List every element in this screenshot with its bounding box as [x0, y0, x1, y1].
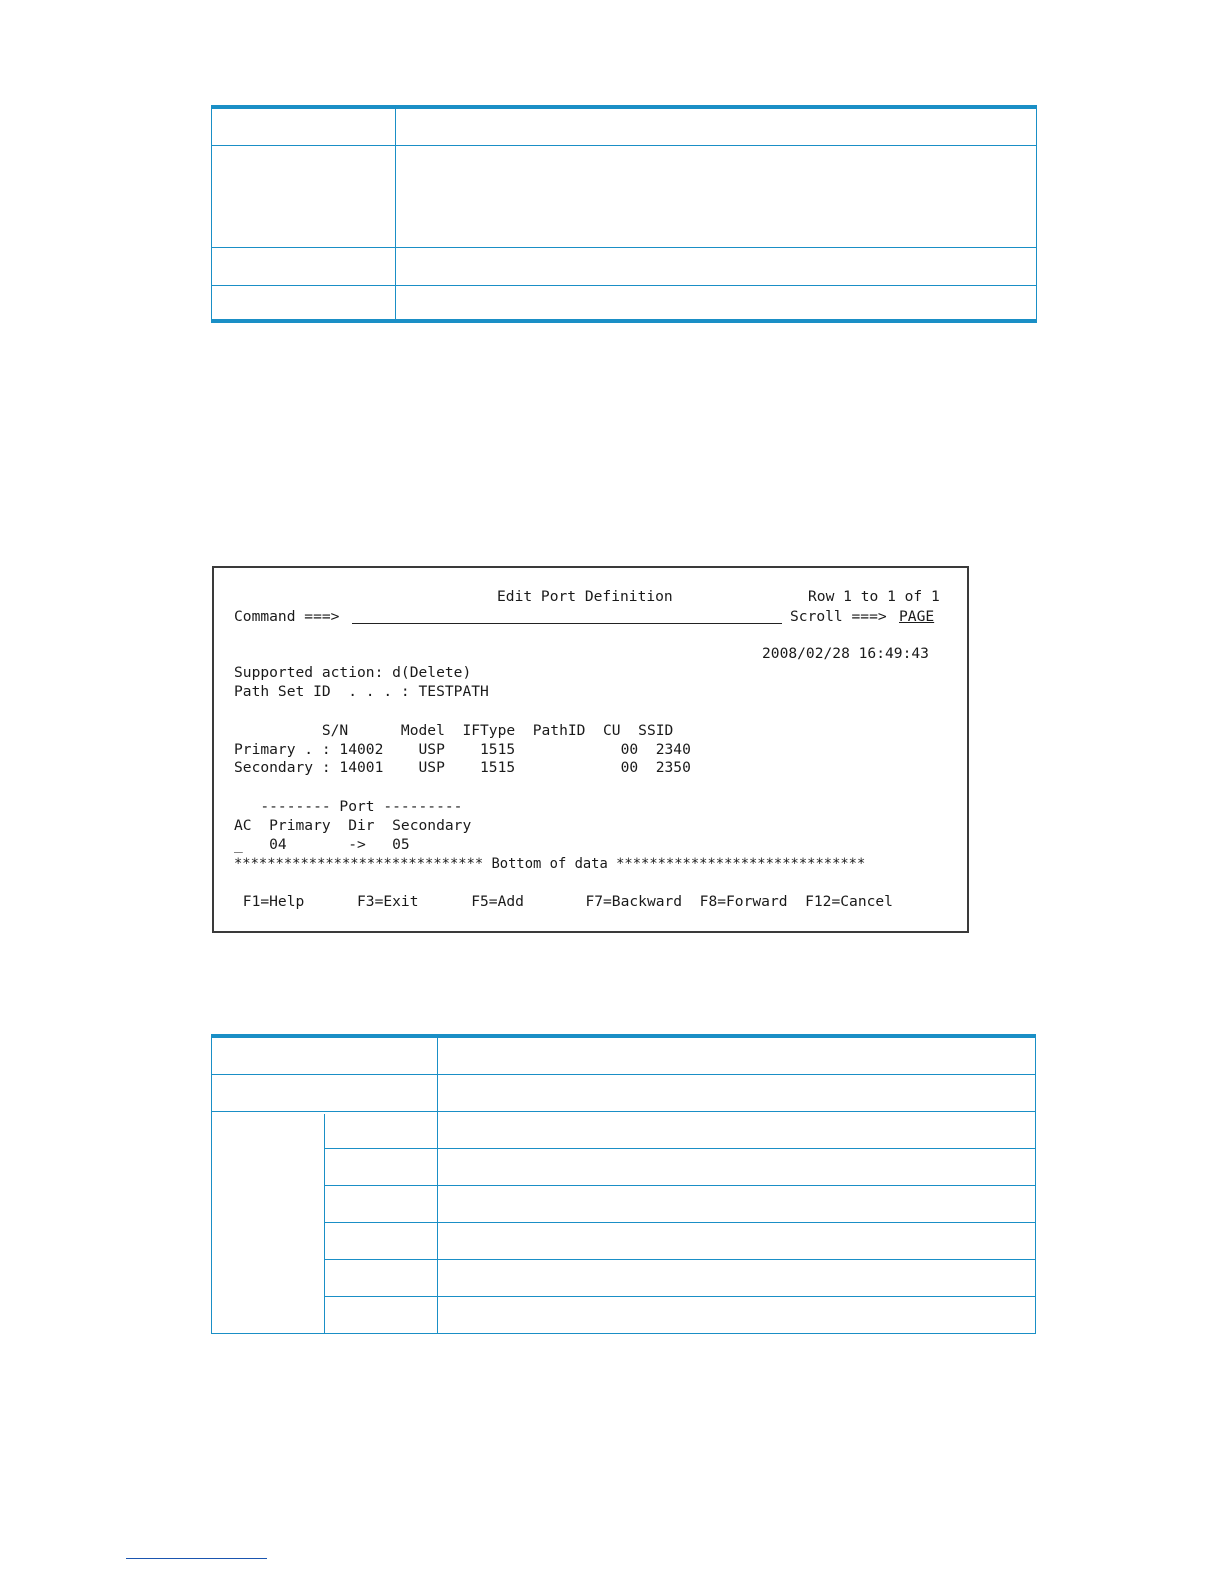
supported-action: Supported action: d(Delete)	[234, 664, 472, 681]
edit-port-definition-screen	[212, 566, 969, 933]
port-row[interactable]: _ 04 -> 05	[234, 836, 410, 853]
bottom-table-row-divider	[324, 1296, 1035, 1297]
bottom-table-row-divider	[324, 1222, 1035, 1223]
scroll-value-field[interactable]: PAGE	[899, 608, 935, 625]
bottom-table-row-divider	[324, 1259, 1035, 1260]
scroll-label: Scroll ===>	[790, 608, 887, 625]
top-table-row-divider	[212, 145, 1036, 146]
port-columns: AC Primary Dir Secondary	[234, 817, 472, 834]
top-table-row-divider	[212, 285, 1036, 286]
bottom-of-data: ****************************** Bottom of data ******************************	[234, 856, 866, 872]
top-table-column-divider	[395, 109, 396, 319]
top-table	[211, 105, 1037, 323]
command-label: Command ===>	[234, 608, 340, 625]
function-keys: F1=Help F3=Exit F5=Add F7=Backward F8=Forward F12=Cancel	[234, 893, 893, 910]
primary-row: Primary . : 14002 USP 1515 00 2340	[234, 741, 691, 758]
screen-title: Edit Port Definition	[497, 588, 673, 605]
bottom-table-row-divider	[324, 1185, 1035, 1186]
bottom-table	[211, 1034, 1036, 1334]
bottom-table-row-divider	[324, 1148, 1035, 1149]
timestamp: 2008/02/28 16:49:43	[762, 645, 929, 662]
secondary-row: Secondary : 14001 USP 1515 00 2350	[234, 759, 691, 776]
row-indicator: Row 1 to 1 of 1	[808, 588, 940, 605]
sn-header: S/N Model IFType PathID CU SSID	[234, 722, 674, 739]
command-input[interactable]	[352, 623, 782, 624]
bottom-table-row-divider	[212, 1074, 1035, 1075]
port-group-header: -------- Port ---------	[234, 798, 463, 815]
footer-rule	[126, 1558, 267, 1559]
bottom-table-subcolumn-divider	[324, 1114, 325, 1333]
path-set-id: Path Set ID . . . : TESTPATH	[234, 683, 489, 700]
bottom-table-row-divider	[212, 1111, 1035, 1112]
top-table-row-divider	[212, 247, 1036, 248]
